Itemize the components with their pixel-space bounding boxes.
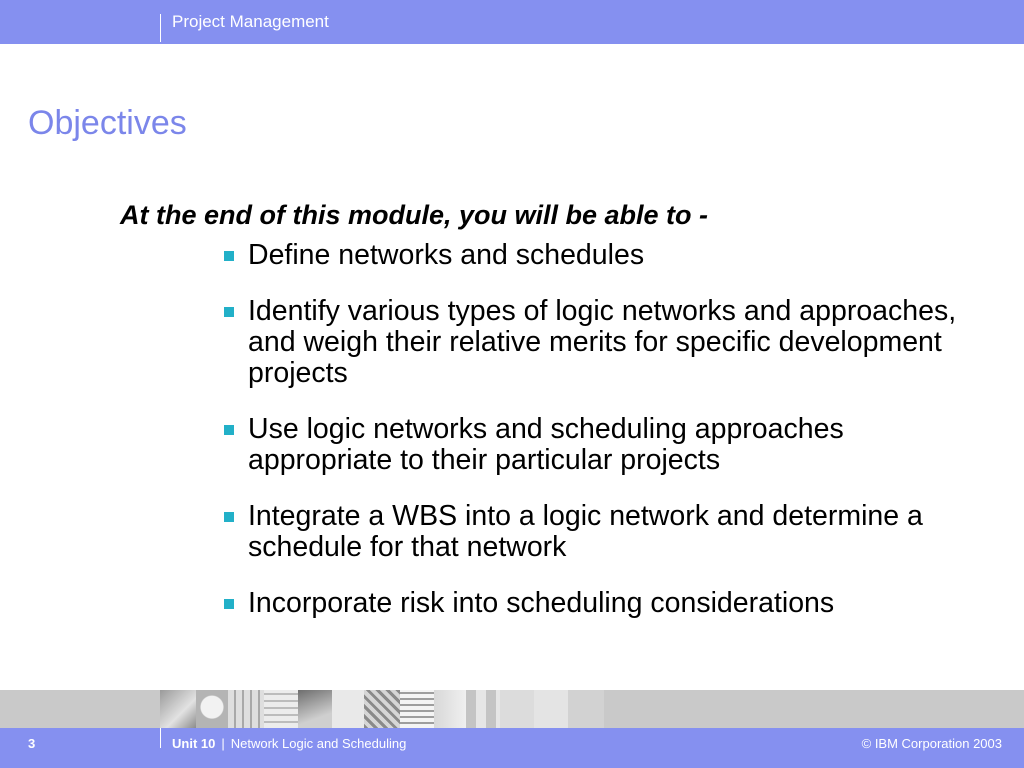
objectives-list [222,240,982,644]
decorative-image [298,690,332,728]
square-bullet-icon [224,425,234,435]
footer-bar [0,728,1024,768]
decorative-image-strip [0,690,1024,728]
decorative-image [466,690,500,728]
list-item-text: Identify various types of logic networks and approaches, and weigh their relative merits for specific development projects [248,295,957,389]
list-item [222,588,982,619]
list-item-text: Integrate a WBS into a logic network and determine a schedule for that network [248,500,923,563]
header-bar [0,0,1024,44]
list-item [222,501,982,563]
list-item [222,296,982,389]
footer-divider [160,728,161,748]
square-bullet-icon [224,599,234,609]
footer-separator: | [221,736,225,751]
list-item-text: Use logic networks and scheduling approaches appropriate to their particular projects [248,413,844,476]
decorative-image [160,690,196,728]
decorative-image [228,690,264,728]
list-item [222,414,982,476]
slide-title: Objectives [28,104,187,142]
header-divider [160,14,161,42]
decorative-image [264,690,298,728]
decorative-image [434,690,466,728]
square-bullet-icon [224,251,234,261]
unit-info [172,736,406,751]
decorative-image [364,690,400,728]
decorative-image [196,690,228,728]
list-item [222,240,982,271]
square-bullet-icon [224,307,234,317]
decorative-image [534,690,568,728]
decorative-image [568,690,604,728]
copyright-text: © IBM Corporation 2003 [861,736,1002,751]
square-bullet-icon [224,512,234,522]
unit-label: Unit 10 [172,736,216,751]
decorative-image [400,690,434,728]
page-number: 3 [28,736,36,751]
unit-title: Network Logic and Scheduling [230,736,407,751]
header-title: Project Management [172,12,329,31]
list-item-text: Incorporate risk into scheduling considerations [248,587,835,619]
intro-text: At the end of this module, you will be able to - [120,200,709,230]
decorative-image [500,690,534,728]
decorative-image [332,690,364,728]
list-item-text: Define networks and schedules [248,239,645,271]
